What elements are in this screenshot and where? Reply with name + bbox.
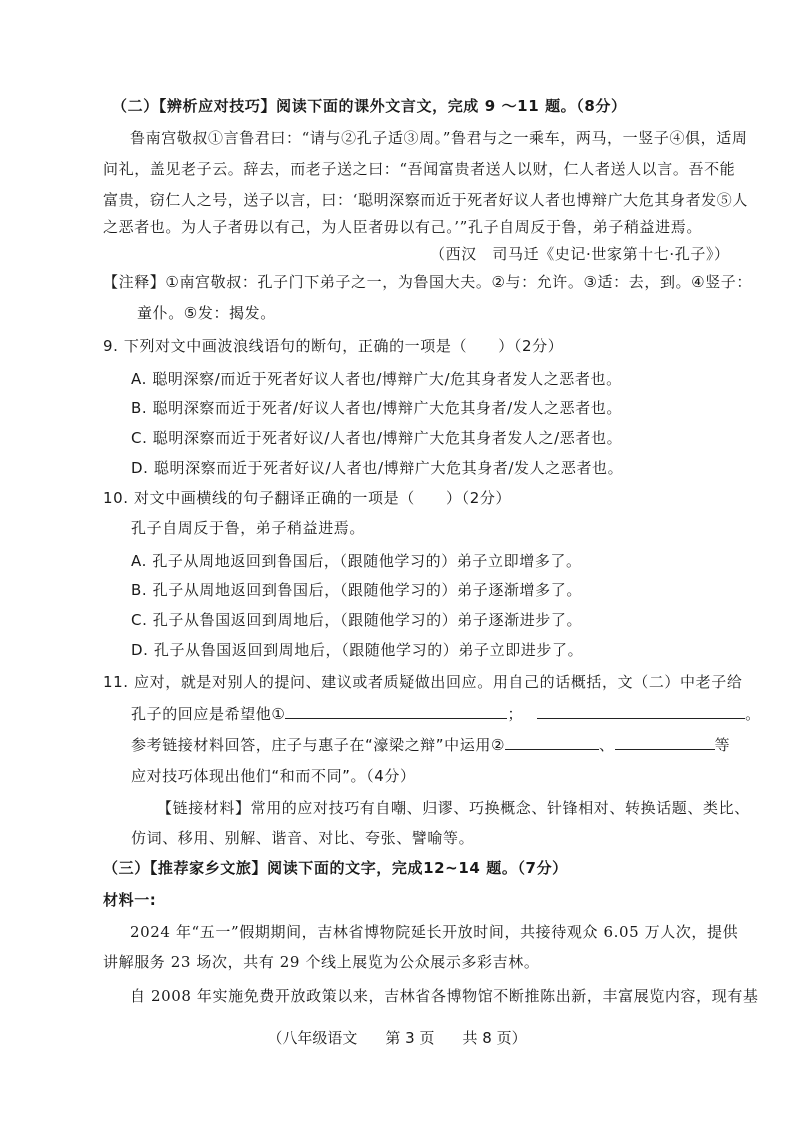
note-line-1: 【注释】①南宫敬叔：孔子门下弟子之一，为鲁国大夫。②与：允许。③适：去，到。④竖子： xyxy=(103,273,752,291)
line-end-mark: 等 xyxy=(714,736,731,754)
passage-source: （西汉 司马迁《史记·世家第十七·孔子》） xyxy=(430,245,730,263)
blank-separator: 、 xyxy=(599,736,615,754)
question-9-stem: 9. 下列对文中画波浪线语句的断句，正确的一项是（ ）（2分） xyxy=(103,337,564,355)
question-10-option-a: A. 孔子从周地返回到鲁国后，（跟随他学习的）弟子立即增多了。 xyxy=(131,552,582,570)
question-10-quote: 孔子自周反于鲁，弟子稍益进焉。 xyxy=(131,519,366,537)
footer-page-number: 第 3 页 xyxy=(385,1029,435,1047)
material-1-line-2: 讲解服务 23 场次，共有 29 个线上展览为公众展示多彩吉林。 xyxy=(103,953,540,971)
section-3-heading: （三）【推荐家乡文旅】阅读下面的文字，完成12~14 题。（7分） xyxy=(103,859,568,877)
footer-subject: （八年级语文 xyxy=(267,1029,358,1047)
answer-blank-1b[interactable] xyxy=(537,704,745,719)
blank-separator: ； xyxy=(507,705,524,723)
question-9-option-d: D. 聪明深察而近于死者好议/人者也/博辩广大危其身者/发人之恶者也。 xyxy=(131,459,624,477)
note-line-2: 童仆。⑤发：揭发。 xyxy=(137,304,276,322)
material-1-line-1: 2024 年“五一”假期期间，吉林省博物院延长开放时间，共接待观众 6.05 万人次，提供 xyxy=(130,923,739,941)
passage-line-2: 问礼，盖见老子云。辞去，而老子送之曰：“吾闻富贵者送人以财，仁人者送人以言。吾不能 xyxy=(103,160,736,178)
question-11-line-2 xyxy=(131,704,761,724)
question-9-option-a: A. 聪明深察/而近于死者好议人者也/博辩广大/危其身者发人之恶者也。 xyxy=(131,370,622,388)
answer-blank-2b[interactable] xyxy=(615,735,715,750)
question-9-option-c: C. 聪明深察而近于死者好议/人者也/博辩广大危其身者发人之/恶者也。 xyxy=(131,429,623,447)
question-10-stem: 10. 对文中画横线的句子翻译正确的一项是（ ）（2分） xyxy=(103,489,512,507)
question-9-option-b: B. 聪明深察而近于死者/好议人者也/博辩广大危其身者/发人之恶者也。 xyxy=(131,399,622,417)
question-11-line-4: 应对技巧体现出他们“和而不同”。（4分） xyxy=(131,767,416,785)
material-2-line-1: 自 2008 年实施免费开放政策以来，吉林省各博物馆不断推陈出新，丰富展览内容，现有基 xyxy=(130,987,759,1005)
page-footer xyxy=(0,1028,794,1048)
passage-line-4: 之恶者也。为人子者毋以有己，为人臣者毋以有己。’”孔子自周反于鲁，弟子稍益进焉。 xyxy=(103,218,702,236)
question-11-line-1: 11. 应对，就是对别人的提问、建议或者质疑做出回应。用自己的话概括，文（二）中老子给 xyxy=(103,673,743,691)
passage-line-3: 富贵，窃仁人之号，送子以言，曰：‘聪明深察而近于死者好议人者也博辩广大危其身者发⑤人 xyxy=(103,191,748,209)
link-material-line-1: 【链接材料】常用的应对技巧有自嘲、归谬、巧换概念、针锋相对、转换话题、类比、 xyxy=(157,799,750,817)
question-10-option-b: B. 孔子从周地返回到鲁国后，（跟随他学习的）弟子逐渐增多了。 xyxy=(131,581,582,599)
question-10-option-c: C. 孔子从鲁国返回到周地后，（跟随他学习的）弟子逐渐进步了。 xyxy=(131,611,583,629)
section-2-heading: （二）【辨析应对技巧】阅读下面的课外文言文，完成 9 ～11 题。（8分） xyxy=(112,97,627,115)
question-11-prompt-2: 参考链接材料回答，庄子与惠子在“濠梁之辩”中运用② xyxy=(131,736,505,754)
footer-total-pages: 共 8 页） xyxy=(462,1029,527,1047)
answer-blank-1a[interactable] xyxy=(285,704,507,719)
link-material-line-2: 仿词、移用、别解、谐音、对比、夸张、譬喻等。 xyxy=(131,829,475,847)
question-10-option-d: D. 孔子从鲁国返回到周地后，（跟随他学习的）弟子立即进步了。 xyxy=(131,641,584,659)
question-11-line-3 xyxy=(131,735,730,755)
material-label: 材料一: xyxy=(103,891,157,909)
question-11-prompt-1: 孔子的回应是希望他① xyxy=(131,705,286,723)
answer-blank-2a[interactable] xyxy=(505,735,599,750)
passage-line-1: 鲁南宫敬叔①言鲁君曰：“请与②孔子适③周。”鲁君与之一乘车，两马，一竖子④俱，适周 xyxy=(130,129,748,147)
line-end-mark: 。 xyxy=(745,705,761,723)
